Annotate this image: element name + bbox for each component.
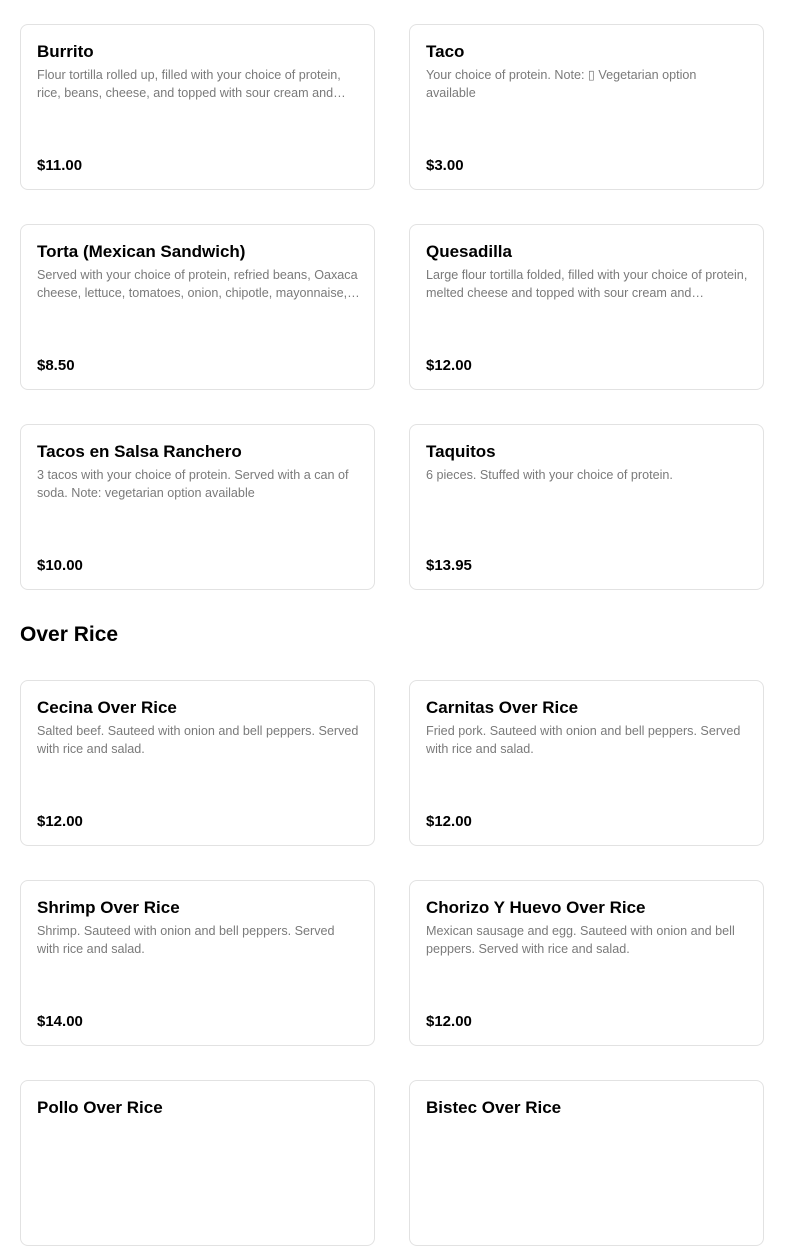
- menu-item-card-taco[interactable]: [409, 24, 764, 190]
- menu-item-card-quesadilla[interactable]: [409, 224, 764, 390]
- menu-item-name: Cecina Over Rice: [37, 698, 177, 717]
- menu-item-name: Taquitos: [426, 442, 496, 461]
- menu-item-card-shrimp-over-rice[interactable]: [20, 880, 375, 1046]
- menu-item-price: $12.00: [426, 1013, 472, 1030]
- menu-item-description: Mexican sausage and egg. Sauteed with onion and bell peppers. Served with rice and salad.: [426, 924, 735, 956]
- menu-item-name: Pollo Over Rice: [37, 1098, 163, 1117]
- menu-item-name: Bistec Over Rice: [426, 1098, 562, 1117]
- menu-item-price: $11.00: [37, 157, 83, 174]
- menu-item-price: $13.95: [426, 557, 472, 574]
- menu-item-description: Flour tortilla rolled up, filled with your choice of protein, rice, beans, cheese, and topped with sour cream and…: [37, 68, 346, 100]
- menu-item-name: Burrito: [37, 42, 94, 61]
- menu-item-card-torta[interactable]: [20, 224, 375, 390]
- menu-item-price: $3.00: [426, 157, 464, 174]
- menu-item-name: Chorizo Y Huevo Over Rice: [426, 898, 646, 917]
- menu-item-description: Your choice of protein. Note: ▯ Vegetarian option available: [426, 68, 697, 100]
- menu-item-name: Torta (Mexican Sandwich): [37, 242, 246, 261]
- menu-item-price: $10.00: [37, 557, 83, 574]
- menu-item-price: $12.00: [37, 813, 83, 830]
- menu-item-card-bistec-over-rice[interactable]: [409, 1080, 764, 1246]
- menu-item-card-taquitos[interactable]: [409, 424, 764, 590]
- menu-item-description: Served with your choice of protein, refried beans, Oaxaca cheese, lettuce, tomatoes, onion, chipotle, mayonnaise,…: [37, 268, 360, 300]
- menu-item-card-carnitas-over-rice[interactable]: [409, 680, 764, 846]
- menu-item-description: Large flour tortilla folded, filled with your choice of protein, melted cheese and topped with sour cream and…: [426, 268, 748, 300]
- menu-item-name: Shrimp Over Rice: [37, 898, 180, 917]
- section-title-over-rice: Over Rice: [20, 623, 119, 646]
- menu-item-name: Carnitas Over Rice: [426, 698, 579, 717]
- menu-item-price: $12.00: [426, 813, 472, 830]
- menu-item-description: Salted beef. Sauteed with onion and bell peppers. Served with rice and salad.: [37, 724, 359, 756]
- menu-item-price: $14.00: [37, 1013, 83, 1030]
- menu-item-name: Tacos en Salsa Ranchero: [37, 442, 242, 461]
- menu-item-description: Fried pork. Sauteed with onion and bell peppers. Served with rice and salad.: [426, 724, 741, 756]
- menu-item-name: Quesadilla: [426, 242, 512, 261]
- menu-item-price: $12.00: [426, 357, 472, 374]
- menu-item-card-chorizo-y-huevo-over-rice[interactable]: [409, 880, 764, 1046]
- menu-item-card-pollo-over-rice[interactable]: [20, 1080, 375, 1246]
- menu-item-card-cecina-over-rice[interactable]: [20, 680, 375, 846]
- menu-item-description: Shrimp. Sauteed with onion and bell peppers. Served with rice and salad.: [37, 924, 335, 956]
- menu-item-name: Taco: [426, 42, 465, 61]
- menu-item-card-tacos-en-salsa-ranchero[interactable]: [20, 424, 375, 590]
- menu-item-card-burrito[interactable]: [20, 24, 375, 190]
- menu-item-description: 6 pieces. Stuffed with your choice of protein.: [426, 468, 673, 482]
- menu-item-description: 3 tacos with your choice of protein. Served with a can of soda. Note: vegetarian option available: [37, 468, 349, 500]
- menu-item-price: $8.50: [37, 357, 75, 374]
